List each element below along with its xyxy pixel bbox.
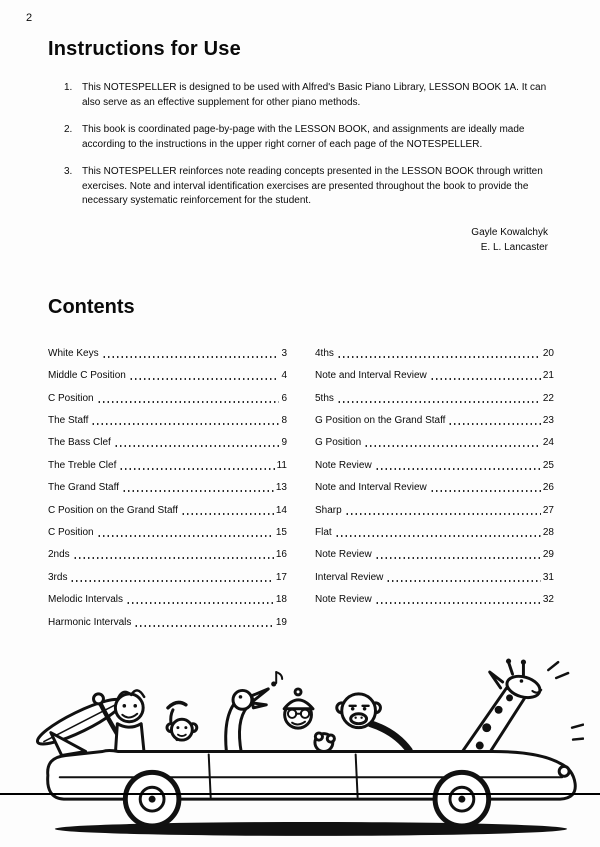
toc-entry-label: C Position on the Grand Staff [48, 504, 178, 516]
toc-entry [315, 343, 554, 365]
headlight-icon [559, 766, 569, 776]
toc-entry [48, 410, 287, 432]
toc-entry [48, 589, 287, 611]
toc-entry [48, 499, 287, 521]
toc-entry-page: 19 [275, 616, 287, 628]
music-note-icon [271, 672, 282, 686]
toc-entry-label: 2nds [48, 549, 70, 561]
toc-entry [315, 477, 554, 499]
page-title: Instructions for Use [48, 38, 241, 60]
toc-dot-leader [114, 445, 280, 447]
toc-entry-page: 21 [542, 370, 554, 382]
toc-entry-page: 13 [275, 482, 287, 494]
toc-entry-label: Flat [315, 527, 332, 539]
toc-entry [48, 477, 287, 499]
contents-column-left [48, 343, 287, 634]
toc-dot-leader [448, 423, 540, 425]
toc-entry [315, 589, 554, 611]
toc-entry-page: 25 [542, 459, 554, 471]
instruction-number: 2. [64, 124, 73, 135]
toc-entry-label: Interval Review [315, 571, 384, 583]
toc-entry-page: 17 [275, 571, 287, 583]
toc-entry-page: 24 [542, 437, 554, 449]
instruction-item [64, 81, 554, 110]
toc-entry [48, 365, 287, 387]
instruction-item [64, 123, 554, 152]
toc-entry-page: 28 [542, 527, 554, 539]
toc-entry-label: Note Review [315, 549, 372, 561]
toc-entry [315, 410, 554, 432]
toc-entry-label: The Bass Clef [48, 437, 111, 449]
driver-boy-icon [284, 689, 334, 752]
toc-dot-leader [70, 580, 273, 582]
toc-dot-leader [122, 490, 274, 492]
toc-dot-leader [91, 423, 279, 425]
toc-dot-leader [337, 356, 541, 358]
toc-entry-page: 4 [281, 370, 287, 382]
author-name: E. L. Lancaster [480, 242, 548, 253]
toc-entry-page: 31 [542, 571, 554, 583]
toc-dot-leader [119, 468, 274, 470]
toc-entry-label: Melodic Intervals [48, 594, 124, 606]
toc-entry-page: 23 [542, 415, 554, 427]
gorilla-icon [337, 693, 409, 750]
instruction-text: This NOTESPELLER reinforces note reading concepts presented in the LESSON BOOK through written exercises. Note and interval identification exercises are presented throughout the book to provide the necessary systematic reinforcement for the student. [82, 166, 543, 206]
toc-entry [315, 432, 554, 454]
toc-dot-leader [375, 557, 541, 559]
toc-entry-label: G Position [315, 437, 362, 449]
toc-entry-page: 6 [281, 392, 287, 404]
toc-entry [48, 566, 287, 588]
toc-entry-label: Sharp [315, 504, 342, 516]
toc-dot-leader [386, 580, 541, 582]
toc-entry-page: 8 [281, 415, 287, 427]
toc-dot-leader [430, 490, 541, 492]
instruction-item [64, 165, 554, 209]
cartoon-car-svg [28, 658, 584, 842]
toc-entry-label: The Grand Staff [48, 482, 119, 494]
toc-entry-label: Note Review [315, 459, 372, 471]
toc-entry-page: 18 [275, 594, 287, 606]
instruction-text: This book is coordinated page-by-page with the LESSON BOOK, and assignments are ideally made according to the instructions in the upper right corner of each page of the NOTESPELLER. [82, 124, 525, 150]
toc-entry-page: 20 [542, 347, 554, 359]
cartoon-car-illustration [28, 658, 584, 847]
table-of-contents [48, 343, 554, 634]
instructions-list [50, 81, 554, 209]
toc-entry-label: 3rds [48, 571, 68, 583]
giraffe-icon [457, 658, 542, 763]
toc-entry-label: The Treble Clef [48, 459, 117, 471]
instruction-number: 3. [64, 166, 73, 177]
page-number: 2 [26, 12, 33, 24]
toc-entry [315, 522, 554, 544]
toc-dot-leader [337, 401, 541, 403]
page-bottom-edge [0, 793, 600, 795]
toc-entry-page: 16 [275, 549, 287, 561]
toc-entry [315, 387, 554, 409]
toc-entry-label: Note and Interval Review [315, 370, 427, 382]
toc-entry-label: 5ths [315, 392, 334, 404]
toc-entry-label: Note and Interval Review [315, 482, 427, 494]
toc-entry [48, 387, 287, 409]
speed-lines [548, 662, 583, 739]
toc-dot-leader [375, 468, 541, 470]
toc-dot-leader [345, 513, 541, 515]
toc-dot-leader [129, 378, 280, 380]
toc-dot-leader [430, 378, 541, 380]
toc-entry-label: G Position on the Grand Staff [315, 415, 446, 427]
toc-entry [48, 343, 287, 365]
duck-icon [226, 672, 282, 753]
author-name: Gayle Kowalchyk [471, 226, 548, 238]
toc-dot-leader [134, 625, 274, 627]
toc-entry-label: 4ths [315, 347, 334, 359]
toc-entry-page: 26 [542, 482, 554, 494]
toc-dot-leader [126, 602, 274, 604]
toc-entry [48, 432, 287, 454]
front-wheel-icon [435, 772, 489, 826]
toc-entry [315, 365, 554, 387]
author-credits [48, 225, 548, 256]
instruction-number: 1. [64, 82, 73, 93]
toc-entry [315, 499, 554, 521]
toc-dot-leader [375, 602, 541, 604]
contents-column-right [315, 343, 554, 634]
toc-entry [48, 522, 287, 544]
toc-entry [315, 454, 554, 476]
toc-dot-leader [97, 535, 274, 537]
toc-entry-label: The Staff [48, 415, 89, 427]
toc-entry-page: 14 [275, 504, 287, 516]
toc-entry [48, 454, 287, 476]
toc-dot-leader [102, 356, 280, 358]
toc-entry [48, 544, 287, 566]
toc-dot-leader [97, 401, 280, 403]
monkey-icon [167, 702, 197, 740]
toc-dot-leader [73, 557, 274, 559]
rear-wheel-icon [125, 772, 179, 826]
toc-entry-page: 32 [542, 594, 554, 606]
toc-entry-page: 3 [281, 347, 287, 359]
car-shadow [55, 822, 567, 836]
toc-dot-leader [181, 513, 274, 515]
toc-entry-label: Middle C Position [48, 370, 126, 382]
toc-entry-label: C Position [48, 392, 94, 404]
toc-entry [48, 611, 287, 633]
toc-entry-label: White Keys [48, 347, 99, 359]
toc-entry-page: 22 [542, 392, 554, 404]
toc-dot-leader [335, 535, 541, 537]
toc-entry-label: Note Review [315, 594, 372, 606]
toc-entry-page: 27 [542, 504, 554, 516]
instruction-text: This NOTESPELLER is designed to be used with Alfred's Basic Piano Library, LESSON BOOK 1A. It can also serve as an effective supplement for other piano methods. [82, 82, 547, 108]
toc-dot-leader [364, 445, 541, 447]
toc-entry-page: 11 [276, 459, 287, 471]
toc-entry-label: Harmonic Intervals [48, 616, 132, 628]
toc-entry-page: 29 [542, 549, 554, 561]
toc-entry-page: 15 [275, 527, 287, 539]
toc-entry [315, 544, 554, 566]
toc-entry-page: 9 [281, 437, 287, 449]
contents-title: Contents [48, 295, 135, 318]
toc-entry-label: C Position [48, 527, 94, 539]
toc-entry [315, 566, 554, 588]
